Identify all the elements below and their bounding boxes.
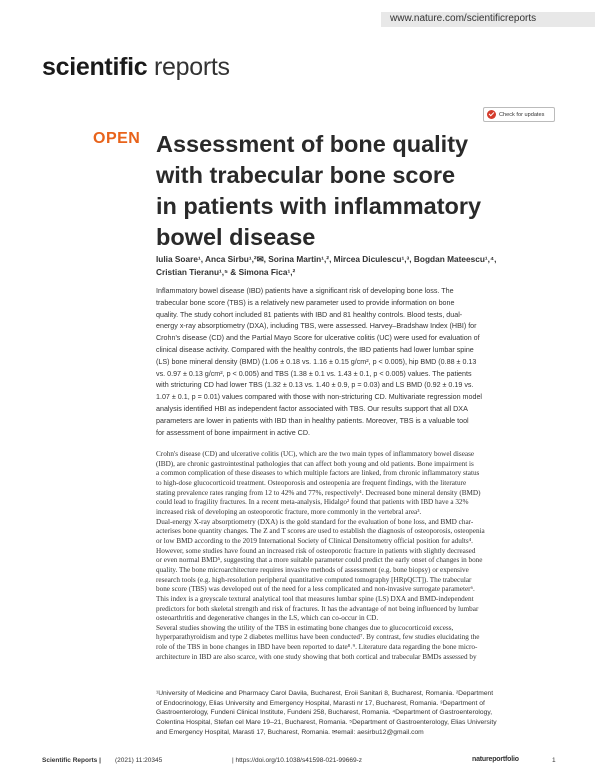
- body-line: predictors for both skeletal strength and risk of fractures. It has the advantage of not being influenced by lumbar: [156, 604, 479, 613]
- open-access-label: OPEN: [93, 130, 141, 147]
- abstract-line: quality. The study cohort included 81 patients with IBD and 81 healthy controls. Blood tests, dual-: [156, 310, 463, 319]
- masthead-light: reports: [147, 53, 230, 81]
- check-for-updates-label: Check for updates: [499, 111, 545, 118]
- body-line: architecture in IBD are also scarce, with one study showing that both cortical and trabecular BMDs assessed by: [156, 652, 477, 661]
- body-line: This index is a greyscale textural analytical tool that measures lumbar spine (LS) DXA and BMD-independent: [156, 594, 474, 603]
- journal-masthead[interactable]: [42, 53, 230, 82]
- author-list: [156, 253, 561, 278]
- check-badge-icon: [487, 110, 496, 119]
- nature-portfolio-logo: natureportfolio: [472, 756, 519, 763]
- affiliation-line: Colentina Hospital, Stefan cel Mare 19–21, Bucharest, Romania. ⁵Department of Gastroenterology, Elias University: [156, 719, 497, 727]
- body-line: Crohn's disease (CD) and ulcerative colitis (UC), which are the two main types of inflammatory bowel disease: [156, 450, 475, 458]
- body-line: increased risk of developing an osteoporotic fracture, more commonly in the vertebral area³.: [156, 507, 422, 516]
- body-line: research tools (e.g. high-resolution peripheral quantitative computed tomography [HRpQCT]). The trabecular: [156, 575, 472, 584]
- page-footer: [42, 757, 557, 769]
- body-line: a common complication of these diseases to which multiple factors are linked, from chronic inflammatory status: [156, 469, 480, 478]
- url-banner: [381, 12, 595, 27]
- abstract-line: Crohn's disease (CD) and the Partial Mayo Score for ulcerative colitis (UC) were used for evaluation of: [156, 334, 480, 343]
- abstract-line: trabecular bone score (TBS) is a relatively new parameter used to provide information on bone: [156, 298, 455, 307]
- abstract-line: for assessment of bone impairment in active CD.: [156, 428, 310, 437]
- abstract-line: analysis identified HBI as independent factor associated with TBS. Our results support that all DXA: [156, 404, 468, 413]
- abstract-line: clinical disease activity. Compared with the healthy controls, the IBD patients had lower lumbar spine: [156, 345, 474, 354]
- abstract-line: (LS) bone mineral density (BMD) (1.06 ± 0.18 vs. 1.16 ± 0.15 g/cm², p < 0.005), hip BMD (0.88 ± 0.13: [156, 357, 477, 366]
- affiliation-line: ¹University of Medicine and Pharmacy Carol Davila, Bucharest, Eroii Sanitari 8, Bucharest, Romania. ²Department: [156, 690, 494, 697]
- body-line: bone score (TBS) was developed out of the need for a less complicated and non-invasive surrogate parameter⁶.: [156, 585, 475, 594]
- body-line: to high-dose glucocorticoid treatment. Osteoporosis and osteopenia are frequent findings, with the literature: [156, 478, 467, 487]
- title-line: Assessment of bone quality: [156, 131, 469, 157]
- affiliation-line[interactable]: and Emergency Hospital, Marasti 17, Bucharest, Romania. ✉email: aesirbu12@gmail.com: [156, 728, 424, 736]
- body-line: or low BMD according to the 2019 International Society of Clinical Densitometry official position for adults⁴.: [156, 536, 473, 545]
- introduction-text: [156, 450, 561, 662]
- masthead-bold: scientific: [42, 53, 148, 81]
- title-line: in patients with inflammatory: [156, 193, 482, 219]
- affiliation-line: of Endocrinology, Elias University and Emergency Hospital, Marasti nr 17, Bucharest, Romania. ³Department of: [156, 699, 485, 707]
- affiliation-line: Gastroenterology, Fundeni Clinical Institute, Fundeni 258, Bucharest, Romania. ⁴Department of Gastroenterology,: [156, 709, 493, 717]
- abstract: [156, 286, 561, 439]
- body-line: Several studies showing the utility of the TBS in estimating bone changes due to glucocorticoid excess,: [156, 623, 454, 632]
- footer-doi-link[interactable]: | https://doi.org/10.1038/s41598-021-99669-z: [232, 757, 362, 764]
- check-for-updates-button[interactable]: [483, 107, 555, 122]
- abstract-line: energy x-ray absorptiometry (DXA), including TBS, were assessed. Harvey–Bradshaw Index (HBI) for: [156, 322, 477, 331]
- title-line: with trabecular bone score: [156, 162, 456, 188]
- body-line: However, some studies have found an increased risk of osteoporotic fracture in patients with slightly decreased: [156, 546, 476, 555]
- author-line[interactable]: Iulia Soare¹, Anca Sirbu¹,²✉, Sorina Martin¹,², Mircea Diculescu¹,³, Bogdan Mateescu¹,⁴,: [156, 254, 497, 264]
- abstract-line: 1.07 ± 0.1, p = 0.01) values compared with those with non-stricturing CD. Multivariate regression model: [156, 393, 482, 402]
- body-line: (IBD), are chronic gastrointestinal pathologies that can affect both young and old patients. Bone impairment is: [156, 459, 474, 468]
- body-line: or even normal BMD⁵, suggesting that a more suitable parameter could predict the early onset of changes in bone: [156, 556, 483, 565]
- abstract-line: vs. 0.97 ± 0.13 g/cm², p < 0.005) and TBS (1.38 ± 0.1 vs. 1.43 ± 0.1, p < 0.005) values. The patients: [156, 369, 472, 378]
- body-line: acterises bone quantity changes. The Z and T scores are used to establish the diagnosis of osteoporosis, osteopenia: [156, 527, 485, 536]
- body-line: could lead to fragility fractures. In a recent meta-analysis, Hidalgo² found that patients with IBD have a 32%: [156, 498, 469, 507]
- body-line: quality. The bone microarchitecture requires invasive methods of assessment (e.g. bone biopsy) or expensive: [156, 565, 469, 574]
- body-line: Dual-energy X-ray absorptiometry (DXA) is the gold standard for the evaluation of bone loss, and BMD char-: [156, 517, 474, 526]
- affiliations: [156, 689, 561, 738]
- author-line[interactable]: Cristian Tieranu¹,⁵ & Simona Fica¹,²: [156, 266, 296, 277]
- body-line: osteoarthritis and degenerative changes in the LS, which can co-occur in CD.: [156, 614, 379, 623]
- body-line: hyperparathyroidism and type 2 diabetes mellitus have been conducted⁷. By contrast, few studies elucidating the: [156, 633, 480, 642]
- footer-journal: Scientific Reports |: [42, 757, 101, 764]
- abstract-line: parameters are lower in patients with IBD than in healthy patients. Moreover, TBS is a valuable tool: [156, 416, 469, 425]
- abstract-line: Inflammatory bowel disease (IBD) patients have a significant risk of developing bone loss. The: [156, 287, 454, 295]
- body-line: stating prevalence rates ranging from 12 to 42% and 77%, respectively¹. Decreased bone mineral density (BMD): [156, 488, 481, 497]
- abstract-line: with stricturing CD had lower TBS (1.32 ± 0.13 vs. 1.40 ± 0.9, p = 0.03) and LS BMD (0.92 ± 0.19 vs.: [156, 381, 474, 390]
- body-line: role of the TBS in bone changes in IBD have been reported to date⁸˒⁹. Literature data regarding the bone micro-: [156, 643, 478, 652]
- journal-url[interactable]: www.nature.com/scientificreports: [390, 13, 537, 24]
- article-title: [156, 129, 556, 253]
- footer-citation: (2021) 11:20345: [115, 757, 163, 764]
- title-line: bowel disease: [156, 224, 316, 250]
- page-number: 1: [552, 757, 556, 764]
